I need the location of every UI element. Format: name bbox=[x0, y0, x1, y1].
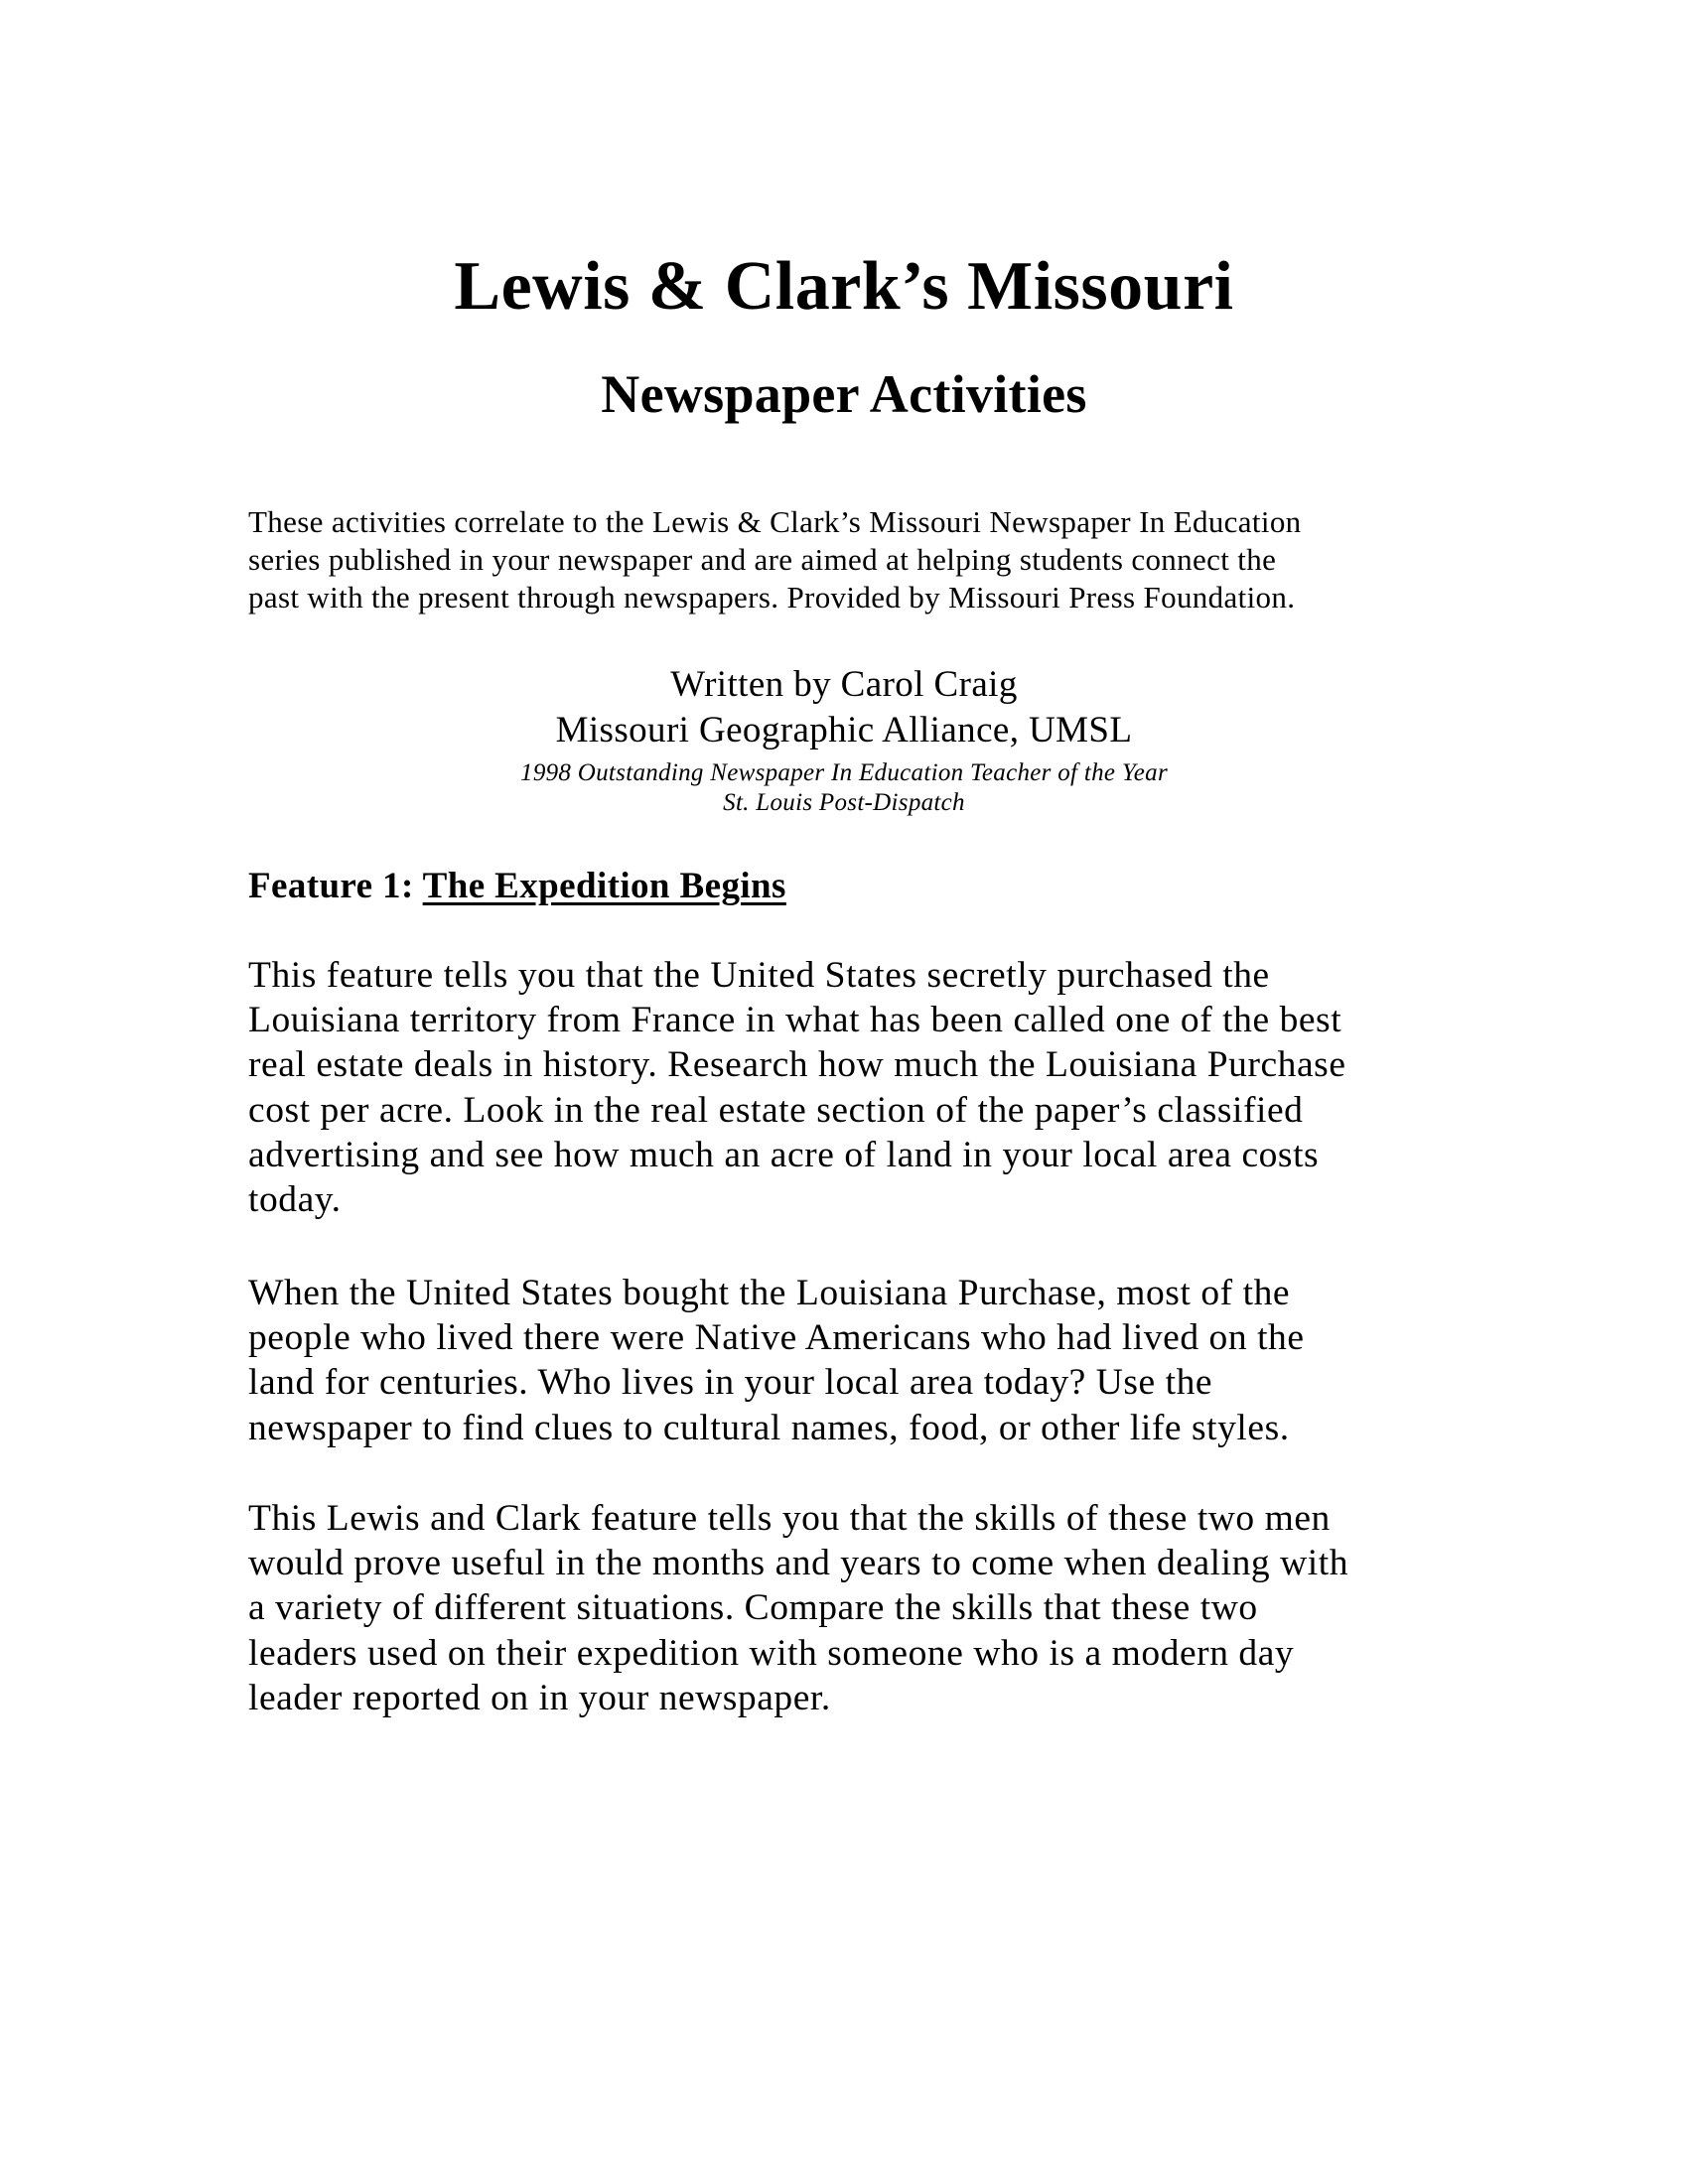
paragraph-line: advertising and see how much an acre of land in your local area costs bbox=[248, 1135, 1320, 1175]
feature-name: The Expedition Begins bbox=[422, 866, 786, 906]
intro-line: These activities correlate to the Lewis & Clark’s Missouri Newspaper In Education bbox=[248, 504, 1302, 539]
author-award-source: St. Louis Post-Dispatch bbox=[723, 789, 965, 816]
paragraph-line: cost per acre. Look in the real estate section of the paper’s classified bbox=[248, 1090, 1304, 1131]
intro-line: past with the present through newspapers. Provided by Missouri Press Foundation. bbox=[248, 580, 1296, 614]
paragraph-line: real estate deals in history. Research how much the Louisiana Purchase bbox=[248, 1044, 1346, 1085]
paragraph-line: people who lived there were Native Americans who had lived on the bbox=[248, 1317, 1305, 1358]
feature-label: Feature 1: bbox=[248, 866, 414, 906]
feature-heading bbox=[248, 868, 786, 904]
author-award: 1998 Outstanding Newspaper In Education Teacher of the Year bbox=[520, 759, 1168, 786]
paragraph-line: land for centuries. Who lives in your local area today? Use the bbox=[248, 1362, 1213, 1403]
paragraph-line: leader reported on in your newspaper. bbox=[248, 1678, 831, 1718]
paragraph-line: Louisiana territory from France in what has been called one of the best bbox=[248, 1000, 1342, 1040]
paragraph-line: This Lewis and Clark feature tells you that the skills of these two men bbox=[248, 1498, 1331, 1539]
author-organization: Missouri Geographic Alliance, UMSL bbox=[555, 710, 1133, 751]
intro-line: series published in your newspaper and are aimed at helping students connect the bbox=[248, 542, 1277, 577]
author-name: Written by Carol Craig bbox=[670, 664, 1018, 705]
paragraph-line: When the United States bought the Louisiana Purchase, most of the bbox=[248, 1273, 1291, 1313]
page-title: Lewis & Clark’s Missouri bbox=[454, 248, 1234, 325]
page-subtitle: Newspaper Activities bbox=[601, 364, 1087, 424]
paragraph-line: would prove useful in the months and years to come when dealing with bbox=[248, 1543, 1348, 1583]
paragraph-line: a variety of different situations. Compare the skills that these two bbox=[248, 1587, 1258, 1628]
paragraph-line: newspaper to find clues to cultural names, food, or other life styles. bbox=[248, 1408, 1290, 1448]
paragraph-line: today. bbox=[248, 1179, 342, 1220]
paragraph-line: This feature tells you that the United States secretly purchased the bbox=[248, 955, 1270, 996]
paragraph-line: leaders used on their expedition with someone who is a modern day bbox=[248, 1633, 1295, 1674]
